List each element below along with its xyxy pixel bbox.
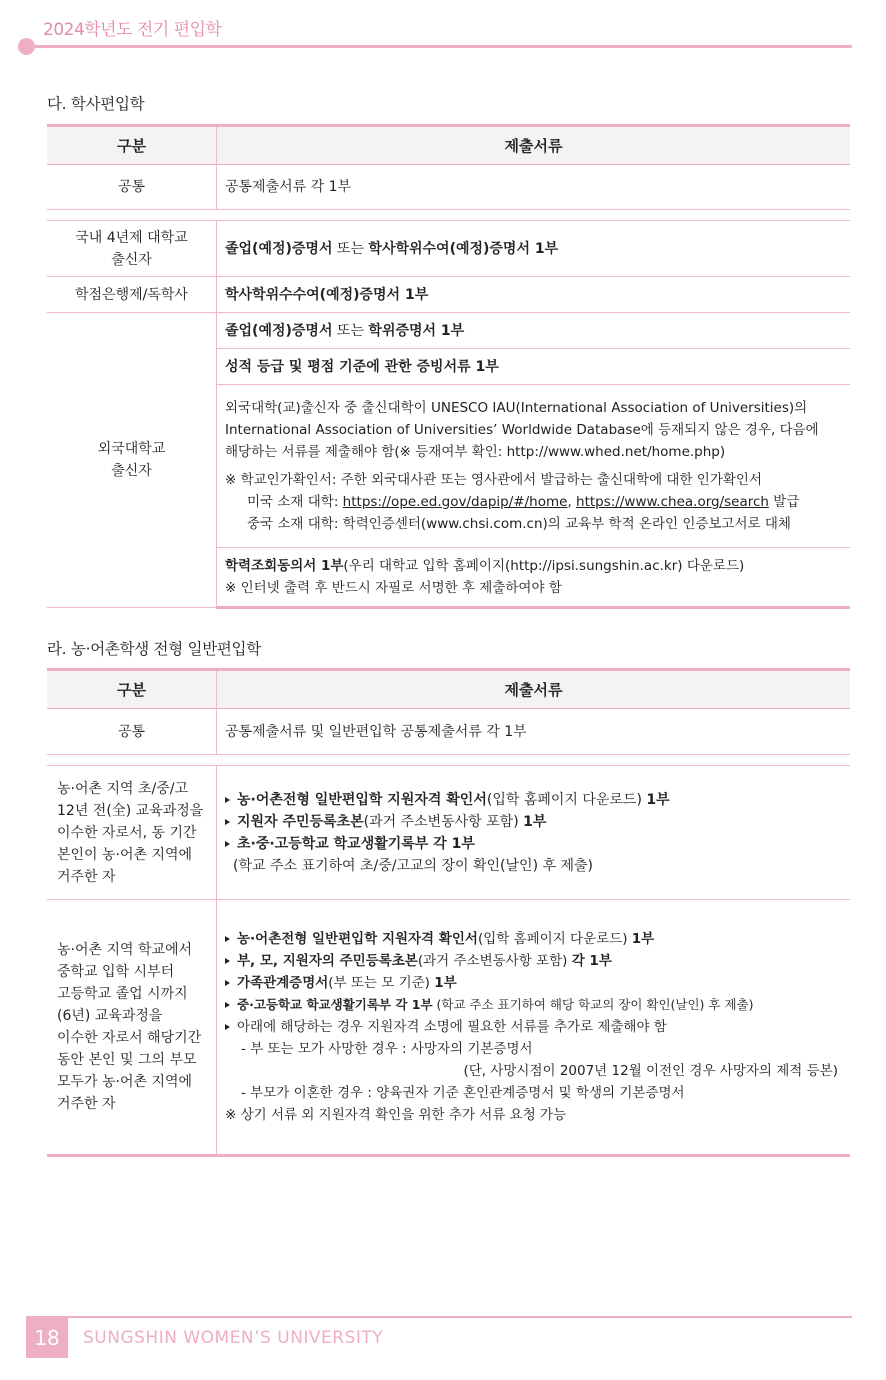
table-row xyxy=(47,277,850,313)
row-text: 농·어촌전형 일반편입학 지원자격 확인서(입학 홈페이지 다운로드) 1부 부, 모, 지원자의 주민등록초본(과거 주소변동사항 포함) 각 1부 가족관계증명서(부 또는 모 기준) 1부 중·고등학교 학교생활기록부 각 1부 (학교 주소 표기하여 해당 학교의 장이 확인(날인) 후 제출) 아래에 해당하는 경우 지원자격 소명에 필요한 서류를 추가로 제출해야 함 - 부 또는 모가 사망한 경우 : 사망자의 기본증명서 (단, 사망시점이 2007년 12월 이전인 경우 사망자의 제적 등본) - 부모가 이혼한 경우 : 양육권자 기준 혼인관계증명서 및 학생의 기본증명서 ※ 상기 서류 외 지원자격 확인을 위한 추가 서류 요청 가능 xyxy=(217,900,851,1156)
col-header-category: 구분 xyxy=(47,670,217,709)
table-row xyxy=(47,165,850,210)
footer-university: SUNGSHIN WOMEN’S UNIVERSITY xyxy=(83,1328,384,1348)
table-ra xyxy=(47,668,850,1157)
row-text: 외국대학(교)출신자 중 출신대학이 UNESCO IAU(International Association of Universities)의 International Association of Universities’ Worldwide Database에 등재되지 않은 경우, 다음에 해당하는 서류를 제출해야 함(※ 등재여부 확인: http://www.whed.net/home.php) ※ 학교인가확인서: 주한 외국대사관 또는 영사관에서 발급하는 출신대학에 대한 인가확인서 미국 소재 대학: https://ope.ed.gov/dapip/#/home, https://www.chea.org/search 발급 중국 소재 대학: 학력인증센터(www.chsi.com.cn)의 교육부 학적 온라인 인증보고서로 대체 xyxy=(217,385,851,548)
row-label: 학점은행제/독학사 xyxy=(47,277,217,313)
section-title-ra: 라. 농·어촌학생 전형 일반편입학 xyxy=(47,640,261,658)
row-label: 공통 xyxy=(47,709,217,755)
table-row xyxy=(47,900,850,1156)
col-header-category: 구분 xyxy=(47,126,217,165)
footer-rule xyxy=(26,1316,852,1318)
link-ope-ed[interactable]: https://ope.ed.gov/dapip/#/home xyxy=(342,494,568,510)
row-label: 국내 4년제 대학교 출신자 xyxy=(47,221,217,277)
section-title-da: 다. 학사편입학 xyxy=(47,95,145,113)
row-label: 농·어촌 지역 초/중/고 12년 전(全) 교육과정을 이수한 자로서, 동 기간 본인이 농·어촌 지역에 거주한 자 xyxy=(47,766,217,900)
col-header-documents: 제출서류 xyxy=(217,126,851,165)
row-text: 학력조회동의서 1부(우리 대학교 입학 홈페이지(http://ipsi.sungshin.ac.kr) 다운로드) ※ 인터넷 출력 후 반드시 자필로 서명한 후 제출하여야 함 xyxy=(217,548,851,608)
col-header-documents: 제출서류 xyxy=(217,670,851,709)
table-header xyxy=(47,126,850,165)
header-title: 2024학년도 전기 편입학 xyxy=(43,20,222,40)
link-chea[interactable]: https://www.chea.org/search xyxy=(576,494,769,510)
row-text: 농·어촌전형 일반편입학 지원자격 확인서(입학 홈페이지 다운로드) 1부 지원자 주민등록초본(과거 주소변동사항 포함) 1부 초·중·고등학교 학교생활기록부 각 1부 (학교 주소 표기하여 초/중/고교의 장이 확인(날인) 후 제출) xyxy=(217,766,851,900)
row-text: 공통제출서류 및 일반편입학 공통제출서류 각 1부 xyxy=(217,709,851,755)
table-row xyxy=(47,709,850,755)
row-text: 성적 등급 및 평점 기준에 관한 증빙서류 1부 xyxy=(217,349,851,385)
table-row xyxy=(47,766,850,900)
header-dot xyxy=(18,38,35,55)
row-text: 졸업(예정)증명서 또는 학위증명서 1부 xyxy=(217,313,851,349)
table-da xyxy=(47,124,850,609)
row-text: 학사학위수수여(예정)증명서 1부 xyxy=(217,277,851,313)
row-label: 농·어촌 지역 학교에서 중학교 입학 시부터 고등학교 졸업 시까지 (6년) 교육과정을 이수한 자로서 해당기간 동안 본인 및 그의 부모 모두가 농·어촌 지역에 거주한 자 xyxy=(47,900,217,1156)
row-text: 공통제출서류 각 1부 xyxy=(217,165,851,210)
table-row xyxy=(47,221,850,277)
table-row xyxy=(47,313,850,349)
row-label: 외국대학교 출신자 xyxy=(47,313,217,608)
row-text: 졸업(예정)증명서 또는 학사학위수여(예정)증명서 1부 xyxy=(217,221,851,277)
header-rule xyxy=(26,45,852,48)
table-header xyxy=(47,670,850,709)
page-number: 18 xyxy=(26,1318,68,1358)
row-label: 공통 xyxy=(47,165,217,210)
